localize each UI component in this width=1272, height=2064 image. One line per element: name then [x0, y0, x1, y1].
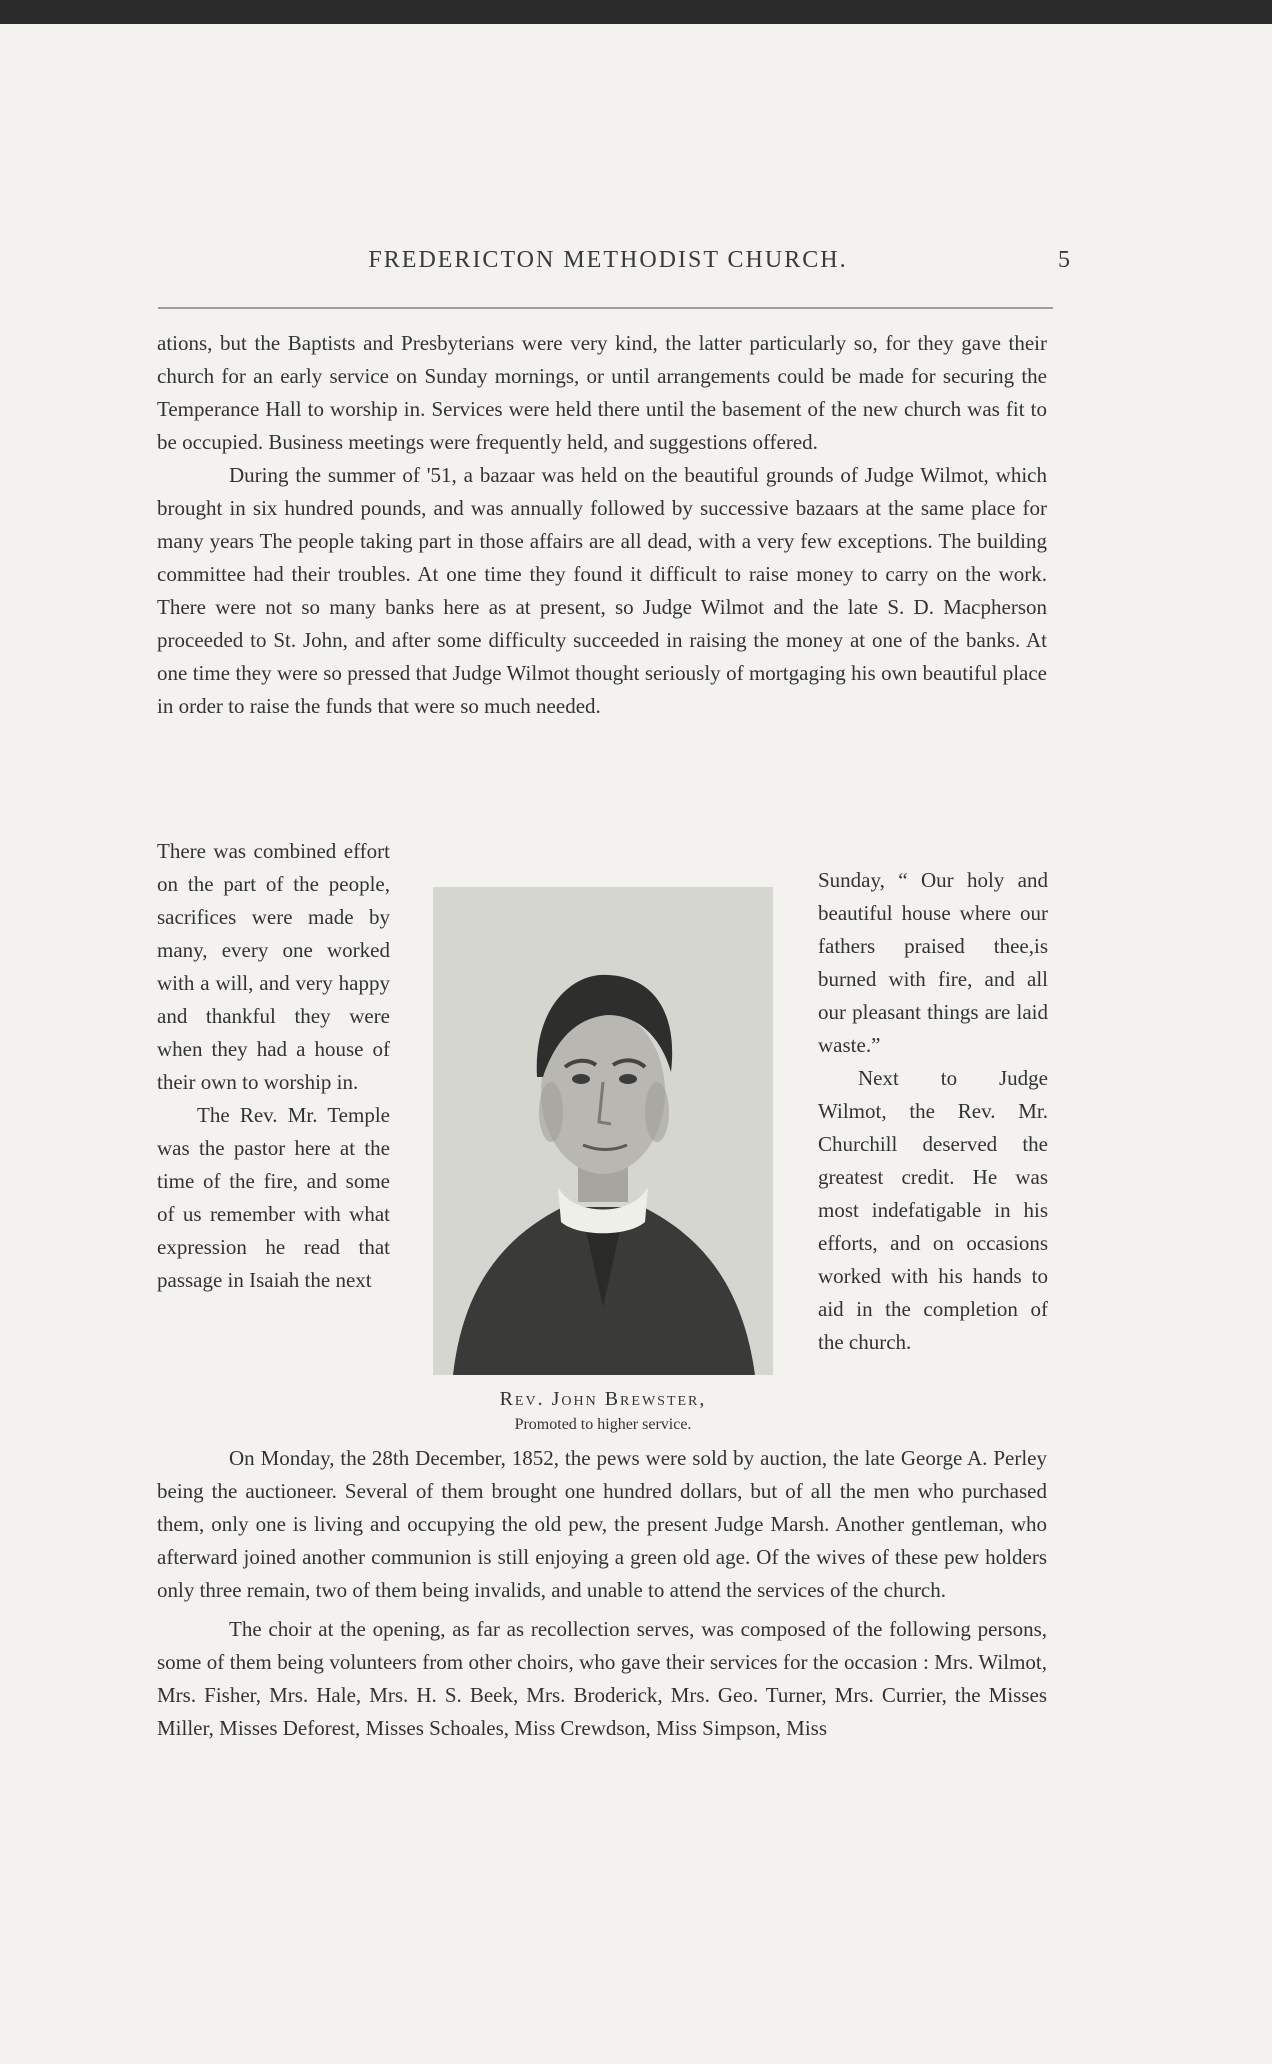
page-number: 5 [1058, 247, 1070, 273]
left-column-paragraph-1: There was combined effort on the part of the people, sacrifices were made by many, every one worked with a will, and very happy and thankful they were when they had a house of their own to worship in. [157, 839, 390, 1094]
left-column-paragraph-2: The Rev. Mr. Temple was the pastor here at the time of the fire, and some of us remember with what expression he read that passage in Isaiah the next [157, 1103, 390, 1292]
paragraph-2: During the summer of '51, a bazaar was held on the beautiful grounds of Judge Wilmot, which brought in six hundred pounds, and was annually followed by successive bazaars at the same place for many years The people taking part in those affairs are all dead, with a very few exceptions. The building committee had their troubles. At one time they found it difficult to raise money to carry on the work. There were not so many banks here as at present, so Judge Wilmot and the late S. D. Macpherson proceeded to St. John, and after some difficulty succeeded in raising the money at one of the banks. At one time they were so pressed that Judge Wilmot thought seriously of mortgaging his own beautiful place in order to raise the funds that were so much needed. [157, 463, 1047, 718]
caption-subtitle: Promoted to higher service. [514, 1416, 692, 1433]
paragraph-3: On Monday, the 28th December, 1852, the pews were sold by auction, the late George A. Perley being the auctioneer. Several of them brought one hundred dollars, but of all the men who purchased them, only one is living and occupying the old pew, the present Judge Marsh. Another gentleman, who afterward joined another communion is still enjoying a green old age. Of the wives of these pew holders only three remain, two of them being invalids, and unable to attend the services of the church. [157, 1446, 1047, 1602]
right-column [818, 864, 1048, 1359]
header-rule [158, 307, 1053, 309]
paragraph-4: The choir at the opening, as far as recollection serves, was composed of the following persons, some of them being volunteers from other choirs, who gave their services for the occasion : Mrs. Wilmot, Mrs. Fisher, Mrs. Hale, Mrs. H. S. Beek, Mrs. Broderick, Mrs. Geo. Turner, Mrs. Currier, the Misses Miller, Misses Deforest, Misses Schoales, Miss Crewdson, Miss Simpson, Miss [157, 1617, 1047, 1740]
book-page [0, 24, 1272, 2064]
right-column-paragraph-2: Next to Judge Wilmot, the Rev. Mr. Churchill deserved the greatest credit. He was most indefatigable in his efforts, and on occasions worked with his hands to aid in the completion of the church. [818, 1066, 1048, 1354]
portrait-caption [433, 1385, 773, 1437]
page-sheet [0, 24, 1272, 2064]
right-column-paragraph-1: Sunday, “ Our holy and beautiful house where our fathers praised thee,is burned with fire, and all our pleasant things are laid waste.” [818, 868, 1048, 1057]
left-column [157, 835, 390, 1297]
paragraph-1: ations, but the Baptists and Presbyterians were very kind, the latter particularly so, for they gave their church for an early service on Sunday mornings, or until arrangements could be made for securing the Temperance Hall to worship in. Services were held there until the basement of the new church was fit to be occupied. Business meetings were frequently held, and suggestions offered. [157, 331, 1047, 454]
text-block-bottom [157, 1442, 1047, 1745]
running-head [158, 247, 1070, 287]
caption-name: Rev. John Brewster, [499, 1388, 707, 1410]
text-block-top [157, 327, 1047, 723]
running-title: FREDERICTON METHODIST CHURCH. [368, 247, 848, 273]
portrait-illustration [433, 887, 773, 1375]
portrait-photo [433, 887, 773, 1375]
